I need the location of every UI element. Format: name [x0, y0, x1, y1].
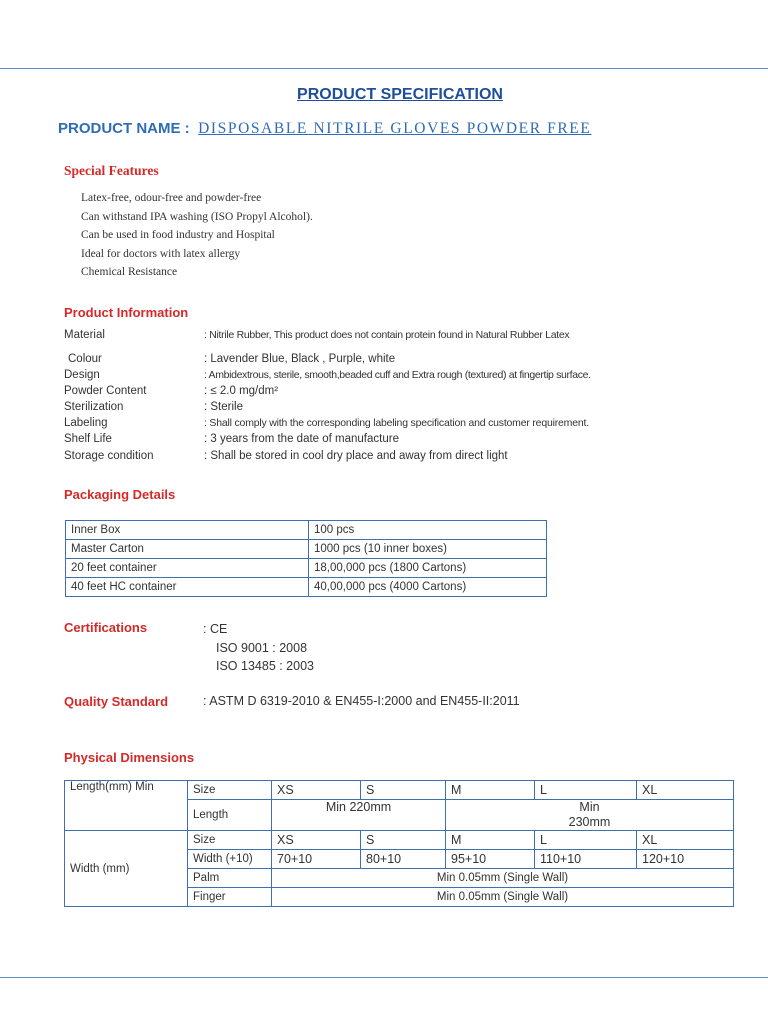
- info-row-labeling: [64, 417, 591, 433]
- list-item: Ideal for doctors with latex allergy: [81, 247, 241, 260]
- packaging-heading: Packaging Details: [64, 487, 176, 502]
- size-xl: XL: [637, 831, 734, 850]
- size-m: M: [446, 831, 535, 850]
- width-l: 110+10: [535, 850, 637, 869]
- size-label: Size: [188, 781, 272, 800]
- list-item: Can withstand IPA washing (ISO Propyl Alcohol).: [81, 210, 313, 223]
- table-cell: 40 feet HC container: [66, 578, 309, 597]
- table-row: [66, 578, 547, 597]
- table-cell: 100 pcs: [309, 521, 547, 540]
- info-key: Storage condition: [64, 450, 154, 462]
- special-features-list: [81, 189, 313, 282]
- palm-label: Palm: [188, 869, 272, 888]
- table-cell: 40,00,000 pcs (4000 Cartons): [309, 578, 547, 597]
- info-row-material: [64, 329, 591, 353]
- page-title: PRODUCT SPECIFICATION: [297, 86, 503, 103]
- info-value: : Shall comply with the corresponding labeling specification and customer requirement.: [204, 417, 589, 429]
- top-rule: [0, 68, 768, 69]
- table-row: [66, 559, 547, 578]
- info-value: : Ambidextrous, sterile, smooth,beaded cuff and Extra rough (textured) at fingertip surface.: [204, 369, 591, 381]
- size-l: L: [535, 831, 637, 850]
- table-row: [65, 781, 734, 800]
- size-xs: XS: [272, 831, 361, 850]
- info-row-powder: [64, 385, 591, 401]
- table-cell: Inner Box: [66, 521, 309, 540]
- width-label: Width (mm): [65, 831, 188, 907]
- width-row-label: Width (+10): [188, 850, 272, 869]
- info-value: : ≤ 2.0 mg/dm²: [204, 385, 279, 397]
- physical-dimensions-heading: Physical Dimensions: [64, 750, 195, 765]
- info-value: : 3 years from the date of manufacture: [204, 433, 399, 445]
- size-label: Size: [188, 831, 272, 850]
- info-row-sterilization: [64, 401, 591, 417]
- info-key: Labeling: [64, 417, 108, 429]
- table-cell: 20 feet container: [66, 559, 309, 578]
- length-large-line-1: Min: [579, 800, 600, 814]
- length-large-line-2: 230mm: [568, 815, 611, 829]
- width-xs: 70+10: [272, 850, 361, 869]
- size-s: S: [361, 781, 446, 800]
- width-s: 80+10: [361, 850, 446, 869]
- list-item: ISO 13485 : 2003: [216, 659, 314, 673]
- info-row-shelf-life: [64, 433, 591, 450]
- size-l: L: [535, 781, 637, 800]
- info-key: Shelf Life: [64, 433, 112, 445]
- info-value: : Nitrile Rubber, This product does not contain protein found in Natural Rubber Latex: [204, 329, 570, 341]
- list-item: Can be used in food industry and Hospital: [81, 229, 275, 241]
- list-item: Latex-free, odour-free and powder-free: [81, 192, 262, 204]
- product-name-value: DISPOSABLE NITRILE GLOVES POWDER FREE: [198, 120, 592, 137]
- special-features-heading: Special Features: [64, 163, 159, 178]
- info-value: : Sterile: [204, 401, 243, 413]
- quality-standard-value: : ASTM D 6319-2010 & EN455-I:2000 and EN455-II:2011: [203, 694, 520, 708]
- list-item: : CE: [203, 622, 228, 636]
- quality-standard-heading: Quality Standard: [64, 694, 169, 709]
- info-row-colour: [64, 353, 591, 369]
- certifications-list: [203, 620, 314, 676]
- info-key: Material: [64, 329, 105, 341]
- table-row: [66, 540, 547, 559]
- info-value: : Lavender Blue, Black , Purple, white: [204, 353, 396, 365]
- table-cell: Master Carton: [66, 540, 309, 559]
- info-key: Sterilization: [64, 401, 124, 413]
- product-information: [64, 329, 591, 466]
- width-xl: 120+10: [637, 850, 734, 869]
- bottom-rule: [0, 977, 768, 978]
- physical-dimensions-table: [64, 780, 734, 907]
- finger-label: Finger: [188, 888, 272, 907]
- size-m: M: [446, 781, 535, 800]
- width-m: 95+10: [446, 850, 535, 869]
- size-s: S: [361, 831, 446, 850]
- list-item: ISO 9001 : 2008: [216, 640, 308, 655]
- info-value: : Shall be stored in cool dry place and away from direct light: [204, 450, 508, 462]
- table-cell: 1000 pcs (10 inner boxes): [309, 540, 547, 559]
- info-row-design: [64, 369, 591, 385]
- info-row-storage: [64, 450, 591, 466]
- product-name: [58, 120, 591, 138]
- table-row: [65, 831, 734, 850]
- size-xl: XL: [637, 781, 734, 800]
- table-row: [66, 521, 547, 540]
- product-name-label: PRODUCT NAME :: [58, 120, 190, 137]
- info-key: Design: [64, 369, 100, 381]
- info-key: Colour: [68, 353, 102, 365]
- list-item: Chemical Resistance: [81, 266, 178, 278]
- finger-value: Min 0.05mm (Single Wall): [272, 888, 734, 907]
- packaging-table: [65, 520, 547, 597]
- length-small-value: Min 220mm: [272, 800, 446, 831]
- palm-value: Min 0.05mm (Single Wall): [272, 869, 734, 888]
- length-large-value: [446, 800, 734, 831]
- size-xs: XS: [272, 781, 361, 800]
- certifications-heading: Certifications: [64, 620, 148, 635]
- length-row-label: Length: [188, 800, 272, 831]
- info-key: Powder Content: [64, 385, 147, 397]
- product-information-heading: Product Information: [64, 305, 189, 320]
- table-cell: 18,00,000 pcs (1800 Cartons): [309, 559, 547, 578]
- length-label: Length(mm) Min: [65, 781, 188, 831]
